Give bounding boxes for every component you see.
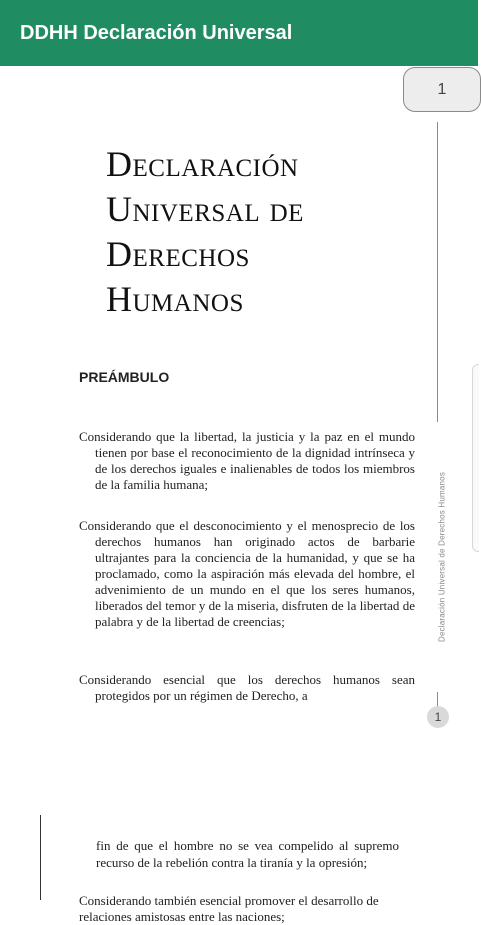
title-line: Humanos [106, 279, 244, 319]
page-rule-bottom [437, 692, 438, 706]
side-label-text: Declaración Universal de Derechos Humanos [437, 471, 447, 643]
paragraph: Considerando que la libertad, la justicia y la paz en el mundo tienen por base el reconocimiento de la dignidad intrínseca y de los derechos iguales e inalienables de todos los miembros de la familia humana; [79, 429, 415, 492]
side-label-container [430, 425, 447, 690]
paragraph-continuation: fin de que el hombre no se vea compelido al supremo recurso de la rebelión contra la tiranía y la opresión; [96, 838, 399, 870]
paragraph: Considerando esencial que los derechos humanos sean protegidos por un régimen de Derecho, a [79, 672, 415, 703]
scroll-handle[interactable] [472, 364, 479, 552]
document-title [106, 142, 406, 322]
paragraph-fragment: Considerando también esencial promover el desarrollo de relaciones amistosas entre las naciones; [79, 893, 379, 924]
page-number-circle: 1 [427, 706, 449, 728]
section-heading: PREÁMBULO [79, 369, 170, 385]
title-line: Derechos [106, 234, 250, 274]
paragraph: Considerando que el desconocimiento y el menosprecio de los derechos humanos han originado actos de barbarie ultrajantes para la conciencia de la humanidad, y que se ha proclamado, como la aspiración más elevada del hombre, el advenimiento de un mundo en el que los seres humanos, liberados del temor y de la miseria, disfruten de la libertad de palabra y de la libertad de creencias; [79, 518, 415, 629]
page-number-tab[interactable]: 1 [403, 67, 481, 112]
title-line: Universal de [106, 189, 304, 229]
page-margin-rule [40, 815, 41, 900]
app-bar-title: DDHH Declaración Universal [0, 0, 478, 66]
title-line: Declaración [106, 144, 299, 184]
page-rule-top [437, 122, 438, 422]
